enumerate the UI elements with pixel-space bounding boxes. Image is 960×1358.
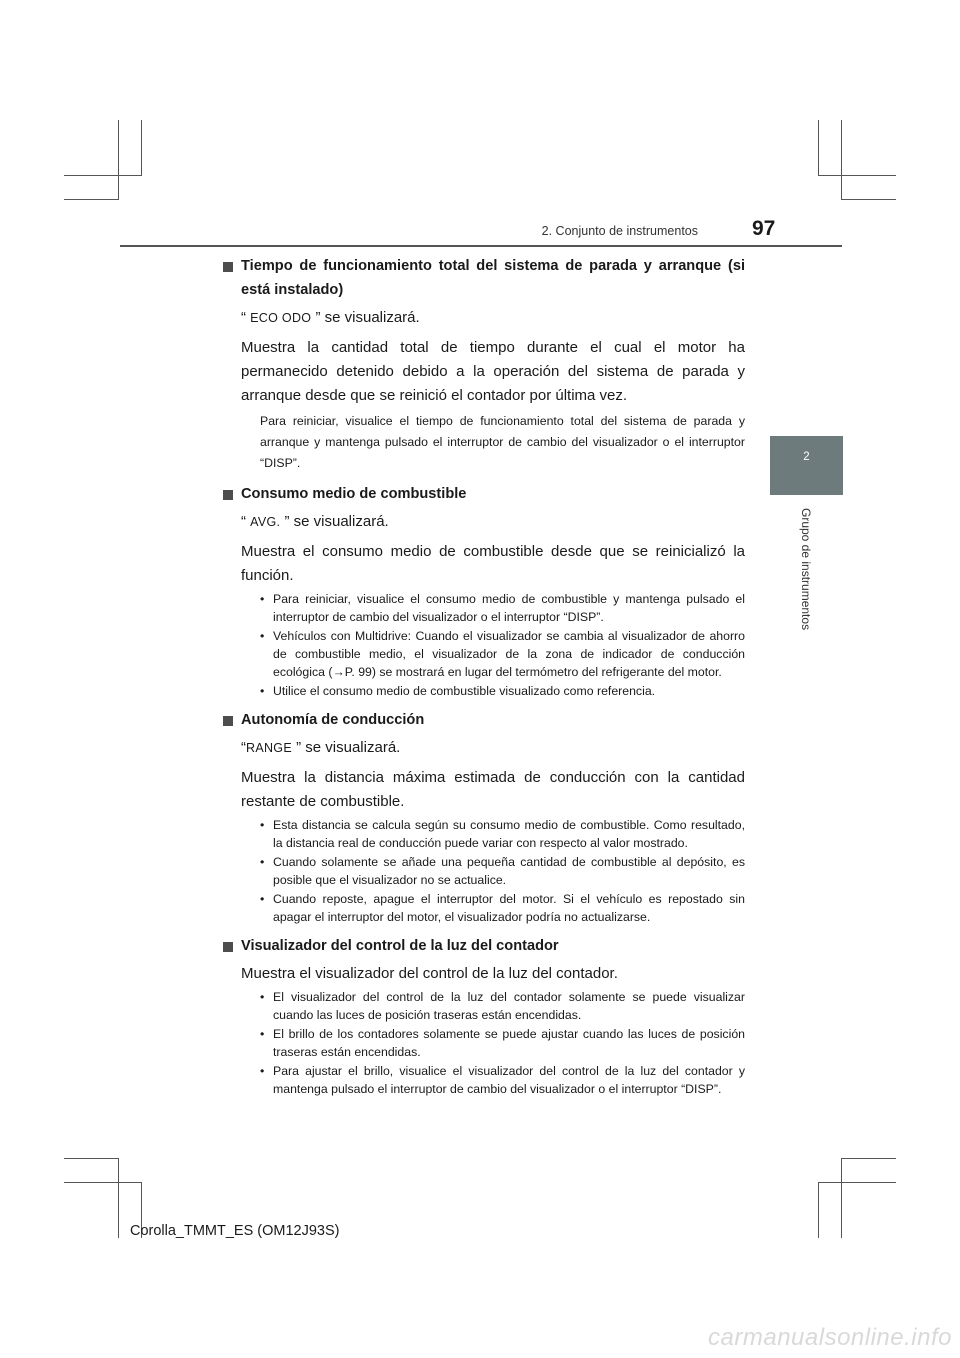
bullet-list <box>221 816 745 926</box>
list-item: • El brillo de los contadores solamente se puede ajustar cuando las luces de posición traseras están encendidas. <box>260 1025 745 1061</box>
display-code: RANGE <box>246 741 292 755</box>
list-item: • Para reiniciar, visualice el consumo medio de combustible y mantenga pulsado el interruptor de cambio del visualizador o el interruptor “DISP”. <box>260 590 745 626</box>
heading-text: Visualizador del control de la luz del contador <box>241 938 559 954</box>
crop-mark <box>818 120 819 176</box>
crop-mark <box>64 1158 119 1159</box>
list-item: • Para ajustar el brillo, visualice el visualizador del control de la luz del contador y mantenga pulsado el interruptor de cambio del visualizador o el interruptor “DISP”. <box>260 1062 745 1098</box>
section-heading <box>221 934 745 958</box>
display-suffix: ” se visualizará. <box>280 513 389 530</box>
chapter-number: 2 <box>803 451 810 463</box>
body-text: Muestra el consumo medio de combustible desde que se reinicializó la función. <box>241 543 745 584</box>
page-number: 97 <box>752 217 776 240</box>
display-line <box>221 306 745 330</box>
display-suffix: ” se visualizará. <box>311 309 420 326</box>
section-heading <box>221 482 745 506</box>
section-heading <box>221 254 745 302</box>
display-code: ECO ODO <box>250 311 312 325</box>
crop-mark <box>818 1182 896 1183</box>
list-item: • Cuando reposte, apague el interruptor del motor. Si el vehículo es repostado sin apagar el interruptor del motor, el visualizador podría no actualizarse. <box>260 890 745 926</box>
square-bullet-icon <box>223 942 233 952</box>
crop-mark <box>841 1158 842 1238</box>
header-rule <box>120 245 842 247</box>
heading-text: Autonomía de conducción <box>241 712 425 728</box>
display-line <box>221 736 745 760</box>
display-line <box>221 510 745 534</box>
page-content <box>221 254 745 1099</box>
section-heading <box>221 708 745 732</box>
list-item: • Esta distancia se calcula según su consumo medio de combustible. Como resultado, la distancia real de conducción puede variar con respecto al valor mostrado. <box>260 816 745 852</box>
list-item: • Vehículos con Multidrive: Cuando el visualizador se cambia al visualizador de ahorro de combustible medio, el visualizador de la zona de indicador de conducción ecológica (→P. 99) se mostrará en lugar del termómetro del refrigerante del motor. <box>260 627 745 681</box>
quote-open: “ <box>241 739 246 756</box>
list-item: • Cuando solamente se añade una pequeña cantidad de combustible al depósito, es posible que el visualizador no se actualice. <box>260 853 745 889</box>
chapter-tab <box>770 436 843 495</box>
crop-mark <box>64 175 142 176</box>
crop-mark <box>841 1158 896 1159</box>
square-bullet-icon <box>223 262 233 272</box>
crop-mark <box>841 199 896 200</box>
bullet-list <box>221 988 745 1098</box>
watermark: carmanualsonline.info <box>708 1324 952 1351</box>
chapter-label: Grupo de instrumentos <box>799 508 813 631</box>
list-item: • El visualizador del control de la luz del contador solamente se puede visualizar cuando las luces de posición traseras están encendidas. <box>260 988 745 1024</box>
body-text: Muestra el visualizador del control de la luz del contador. <box>241 965 618 982</box>
quote-open: “ <box>241 513 246 530</box>
bullet-list <box>221 590 745 700</box>
body-text: Muestra la cantidad total de tiempo durante el cual el motor ha permanecido detenido debido a la operación del sistema de parada y arranque desde que se reinició el contador por última vez. <box>241 339 745 404</box>
crop-mark <box>64 199 119 200</box>
heading-text: Tiempo de funcionamiento total del sistema de parada y arranque (si está instalado) <box>241 258 745 298</box>
section-title: 2. Conjunto de instrumentos <box>541 224 698 238</box>
display-suffix: ” se visualizará. <box>291 739 401 756</box>
crop-mark <box>118 1158 119 1238</box>
crop-mark <box>818 1182 819 1238</box>
crop-mark <box>118 120 119 200</box>
display-code: AVG. <box>250 515 281 529</box>
square-bullet-icon <box>223 716 233 726</box>
heading-text: Consumo medio de combustible <box>241 486 467 502</box>
body-text: Muestra la distancia máxima estimada de conducción con la cantidad restante de combustible. <box>241 769 745 810</box>
crop-mark <box>64 1182 142 1183</box>
crop-mark <box>141 120 142 176</box>
square-bullet-icon <box>223 490 233 500</box>
crop-mark <box>841 120 842 200</box>
crop-mark <box>818 175 896 176</box>
document-id: Corolla_TMMT_ES (OM12J93S) <box>130 1223 340 1239</box>
note-text: Para reiniciar, visualice el tiempo de funcionamiento total del sistema de parada y arranque y mantenga pulsado el interruptor de cambio del visualizador o el interruptor “DISP”. <box>260 414 745 470</box>
quote-open: “ <box>241 309 246 326</box>
list-item: • Utilice el consumo medio de combustible visualizado como referencia. <box>260 682 745 700</box>
